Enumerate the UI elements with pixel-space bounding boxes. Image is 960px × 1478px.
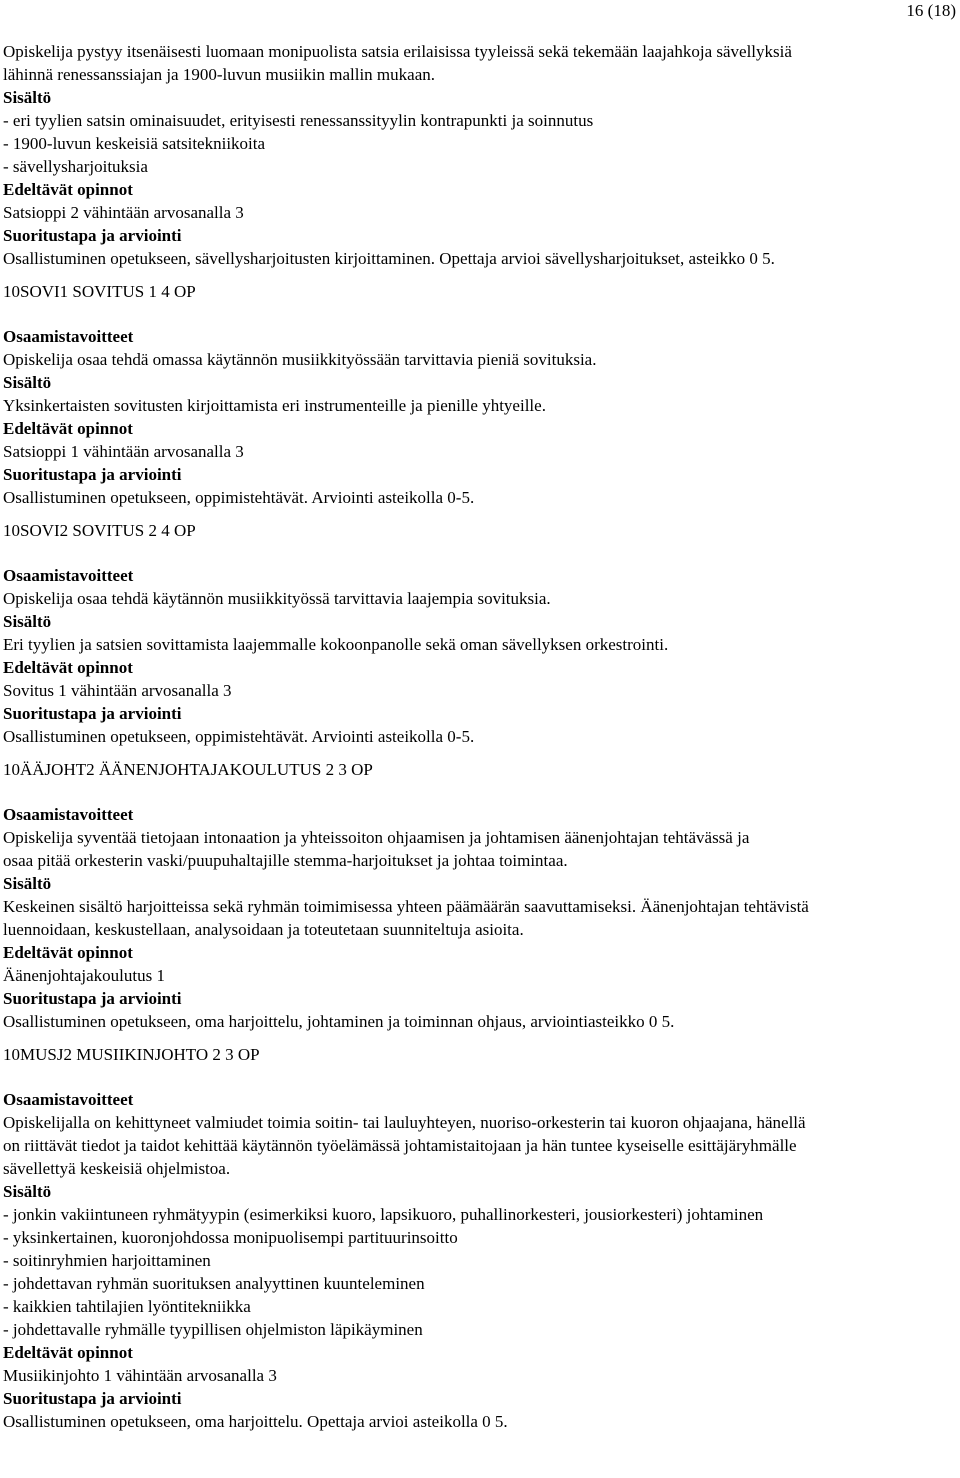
content-line: - yksinkertainen, kuoronjohdossa monipuolisempi partituurinsoitto	[3, 1228, 458, 1247]
objective-line-2: lähinnä renessanssiajan ja 1900-luvun musiikin mallin mukaan.	[3, 65, 435, 84]
course-section	[3, 758, 954, 1033]
objectives-line: on riittävät tiedot ja taidot kehittää käytännön työelämässä johtamistaitojaan ja hän tuntee kyseiselle esittäjäryhmälle	[3, 1136, 797, 1155]
assessment-heading: Suoritustapa ja arviointi	[3, 704, 182, 723]
assessment-text: Osallistuminen opetukseen, sävellysharjoitusten kirjoittaminen. Opettaja arvioi sävellysharjoitukset, asteikko 0 5.	[3, 249, 775, 268]
content-heading: Sisältö	[3, 88, 52, 107]
content-line: luennoidaan, keskustellaan, analysoidaan ja toteutetaan suunniteltuja asioita.	[3, 920, 524, 939]
document-body	[3, 40, 954, 1433]
content-line: Eri tyylien ja satsien sovittamista laajemmalle kokoonpanolle sekä oman sävellyksen orkestrointi.	[3, 635, 669, 654]
content-item: - 1900-luvun keskeisiä satsitekniikoita	[3, 134, 266, 153]
assessment-text: Osallistuminen opetukseen, oppimistehtävät. Arviointi asteikolla 0-5.	[3, 727, 475, 746]
objective-line-1: Opiskelija pystyy itsenäisesti luomaan monipuolista satsia erilaisissa tyyleissä sekä tekemään laajahkoja sävellyksiä	[3, 42, 792, 61]
content-item: - eri tyylien satsin ominaisuudet, erityisesti renessanssityylin kontrapunkti ja soinnutus	[3, 111, 594, 130]
content-line: - soitinryhmien harjoittaminen	[3, 1251, 211, 1270]
objectives-line: osaa pitää orkesterin vaski/puupuhaltajille stemma-harjoitukset ja johtaa toimintaa.	[3, 851, 568, 870]
prereq-heading: Edeltävät opinnot	[3, 1343, 133, 1362]
content-line: Keskeinen sisältö harjoitteissa sekä ryhmän toimimisessa yhteen päämäärän saavuttamiseksi. Äänenjohtajan tehtävistä	[3, 897, 809, 916]
course-title: 10SOVI2 SOVITUS 2 4 OP	[3, 521, 196, 540]
assessment-text: Osallistuminen opetukseen, oppimistehtävät. Arviointi asteikolla 0-5.	[3, 488, 475, 507]
assessment-heading: Suoritustapa ja arviointi	[3, 1389, 182, 1408]
content-heading: Sisältö	[3, 373, 52, 392]
prereq-text: Sovitus 1 vähintään arvosanalla 3	[3, 681, 232, 700]
prereq-text: Äänenjohtajakoulutus 1	[3, 966, 165, 985]
prereq-text: Satsioppi 1 vähintään arvosanalla 3	[3, 442, 244, 461]
objectives-heading: Osaamistavoitteet	[3, 327, 134, 346]
content-line: - johdettavalle ryhmälle tyypillisen ohjelmiston läpikäyminen	[3, 1320, 423, 1339]
prereq-text: Musiikinjohto 1 vähintään arvosanalla 3	[3, 1366, 277, 1385]
content-heading: Sisältö	[3, 612, 52, 631]
prereq-heading: Edeltävät opinnot	[3, 943, 133, 962]
prereq-text: Satsioppi 2 vähintään arvosanalla 3	[3, 203, 244, 222]
content-line: Yksinkertaisten sovitusten kirjoittamista eri instrumenteille ja pienille yhtyeille.	[3, 396, 546, 415]
objectives-line: Opiskelijalla on kehittyneet valmiudet toimia soitin- tai lauluyhteyen, nuoriso-orkesterin tai kuoron ohjaajana, hänellä	[3, 1113, 806, 1132]
intro-section	[3, 40, 954, 270]
objectives-line: Opiskelija osaa tehdä omassa käytännön musiikkityössään tarvittavia pieniä sovituksia.	[3, 350, 597, 369]
prereq-heading: Edeltävät opinnot	[3, 658, 133, 677]
course-section	[3, 1043, 954, 1433]
content-line: - johdettavan ryhmän suorituksen analyyttinen kuunteleminen	[3, 1274, 425, 1293]
objectives-heading: Osaamistavoitteet	[3, 805, 134, 824]
objectives-line: Opiskelija syventää tietojaan intonaation ja yhteissoiton ohjaamisen ja johtamisen äänenjohtajan tehtävässä ja	[3, 828, 750, 847]
course-section	[3, 519, 954, 748]
assessment-text: Osallistuminen opetukseen, oma harjoittelu. Opettaja arvioi asteikolla 0 5.	[3, 1412, 508, 1431]
objectives-line: Opiskelija osaa tehdä käytännön musiikkityössä tarvittavia laajempia sovituksia.	[3, 589, 551, 608]
page-number: 16 (18)	[906, 1, 956, 20]
prereq-heading: Edeltävät opinnot	[3, 419, 133, 438]
content-line: - kaikkien tahtilajien lyöntitekniikka	[3, 1297, 251, 1316]
course-title: 10MUSJ2 MUSIIKINJOHTO 2 3 OP	[3, 1045, 260, 1064]
assessment-heading: Suoritustapa ja arviointi	[3, 465, 182, 484]
objectives-heading: Osaamistavoitteet	[3, 1090, 134, 1109]
course-title: 10ÄÄJOHT2 ÄÄNENJOHTAJAKOULUTUS 2 3 OP	[3, 760, 373, 779]
content-item: - sävellysharjoituksia	[3, 157, 148, 176]
assessment-text: Osallistuminen opetukseen, oma harjoittelu, johtaminen ja toiminnan ohjaus, arviointiasteikko 0 5.	[3, 1012, 675, 1031]
content-heading: Sisältö	[3, 1182, 52, 1201]
course-section	[3, 280, 954, 509]
prereq-heading: Edeltävät opinnot	[3, 180, 133, 199]
objectives-heading: Osaamistavoitteet	[3, 566, 134, 585]
assessment-heading: Suoritustapa ja arviointi	[3, 226, 182, 245]
course-title: 10SOVI1 SOVITUS 1 4 OP	[3, 282, 196, 301]
objectives-line: sävellettyä keskeisiä ohjelmistoa.	[3, 1159, 231, 1178]
content-heading: Sisältö	[3, 874, 52, 893]
content-line: - jonkin vakiintuneen ryhmätyypin (esimerkiksi kuoro, lapsikuoro, puhallinorkesteri, jousiorkesteri) johtaminen	[3, 1205, 764, 1224]
assessment-heading: Suoritustapa ja arviointi	[3, 989, 182, 1008]
